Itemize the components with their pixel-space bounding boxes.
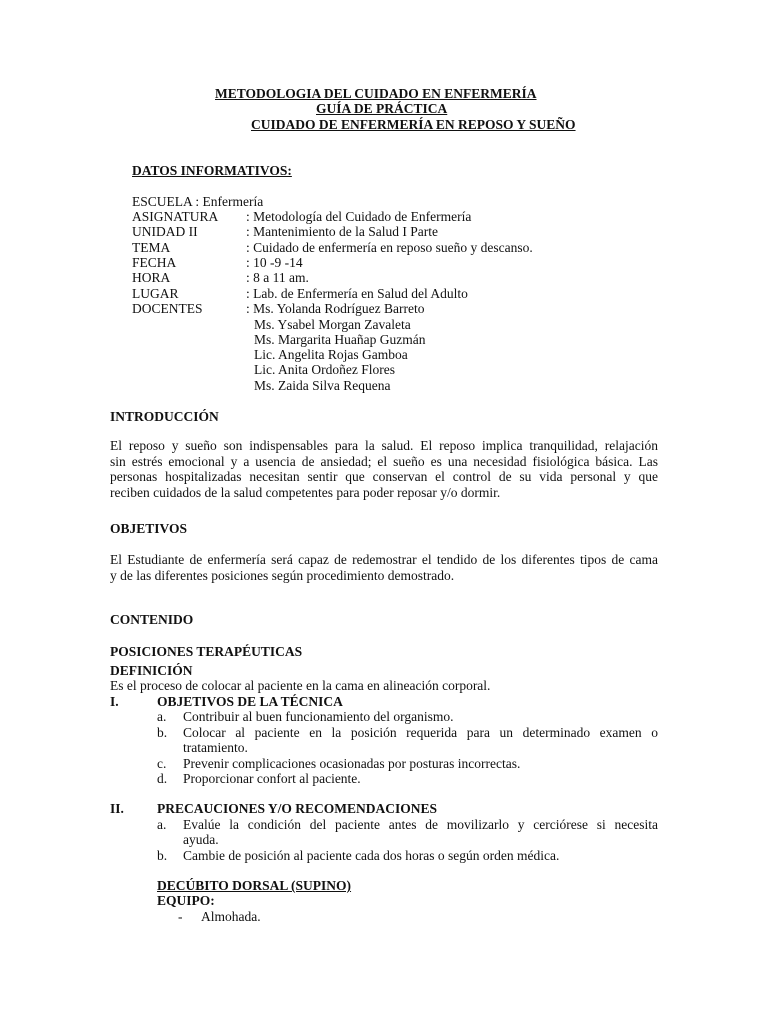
list-item-text: Cambie de posición al paciente cada dos horas o según orden médica. [183,848,560,863]
section-number: I. [110,694,119,709]
datos-row-value: : 8 a 11 am. [246,270,309,285]
header-title-2: GUÍA DE PRÁCTICA [316,101,448,116]
list-item-text: Contribuir al buen funcionamiento del organismo. [183,709,454,724]
list-letter: c. [157,756,167,771]
datos-row-value: : Ms. Yolanda Rodríguez Barreto [246,301,425,316]
definicion-text: Es el proceso de colocar al paciente en la cama en alineación corporal. [110,678,491,693]
datos-row-label: HORA [132,270,171,285]
list-letter: a. [157,709,167,724]
paragraph-line: personas hospitalizadas necesitan sentir que conservan el control de su vida personal y que [110,469,658,484]
datos-row-value: : Lab. de Enfermería en Salud del Adulto [246,286,468,301]
datos-row-label: UNIDAD II [132,224,198,239]
datos-row-value: : 10 -9 -14 [246,255,303,270]
list-item-text: Colocar al paciente en la posición requerida para un determinado examen o [183,725,658,740]
datos-row-label: LUGAR [132,286,179,301]
datos-row-value: : Mantenimiento de la Salud I Parte [246,224,438,239]
contenido-heading: CONTENIDO [110,612,194,627]
list-item-text: ayuda. [183,832,219,847]
paragraph-line: y de las diferentes posiciones según procedimiento demostrado. [110,567,455,583]
list-letter: b. [157,848,168,863]
section-title: PRECAUCIONES Y/O RECOMENDACIONES [157,801,438,816]
docente-name: Ms. Margarita Huañap Guzmán [254,332,426,347]
paragraph-line: El Estudiante de enfermería será capaz de redemostrar el tendido de los diferentes tipos de cama [110,552,658,567]
header-title-1: METODOLOGIA DEL CUIDADO EN ENFERMERÍA [215,86,537,101]
list-item-text: tratamiento. [183,740,248,755]
list-letter: d. [157,771,168,786]
docente-name: Ms. Ysabel Morgan Zavaleta [254,317,411,332]
list-letter: a. [157,817,167,832]
docente-name: Ms. Zaida Silva Requena [254,378,391,393]
datos-row-value: : Cuidado de enfermería en reposo sueño y descanso. [246,240,533,255]
datos-row-label: ASIGNATURA [132,209,219,224]
equipo-item: Almohada. [201,909,261,924]
objetivos-paragraph [110,552,658,583]
introduccion-paragraph [110,438,658,500]
header-title-3: CUIDADO DE ENFERMERÍA EN REPOSO Y SUEÑO [251,117,576,132]
datos-heading: DATOS INFORMATIVOS: [132,163,292,178]
datos-row-label: FECHA [132,255,177,270]
datos-row-value: : Metodología del Cuidado de Enfermería [246,209,472,224]
bullet-dash: - [178,909,183,924]
posiciones-heading: POSICIONES TERAPÉUTICAS [110,644,303,659]
section-title: OBJETIVOS DE LA TÉCNICA [157,694,343,709]
paragraph-line: sin estrés emocional y a usencia de ansiedad; el sueño es una necesidad fisiológica básica. Las [110,453,658,469]
introduccion-heading: INTRODUCCIÓN [110,409,219,424]
paragraph-line: reciben cuidados de la salud competentes para poder reposar y/o dormir. [110,484,501,500]
datos-row-label: TEMA [132,240,171,255]
list-item-text: Proporcionar confort al paciente. [183,771,361,786]
objetivos-heading: OBJETIVOS [110,521,188,536]
datos-escuela: ESCUELA : Enfermería [132,194,264,209]
paragraph-line: El reposo y sueño son indispensables para la salud. El reposo implica tranquilidad, relajación [110,438,658,453]
equipo-heading: EQUIPO: [157,893,215,908]
docente-name: Lic. Angelita Rojas Gamboa [254,347,408,362]
decubito-title: DECÚBITO DORSAL (SUPINO) [157,878,352,893]
docente-name: Lic. Anita Ordoñez Flores [254,362,395,377]
definicion-heading: DEFINICIÓN [110,663,193,678]
section-number: II. [110,801,124,816]
list-letter: b. [157,725,168,740]
list-item-text: Prevenir complicaciones ocasionadas por posturas incorrectas. [183,756,521,771]
list-item-text: Evalúe la condición del paciente antes de movilizarlo y cerciórese si necesita [183,817,658,832]
datos-row-label: DOCENTES [132,301,203,316]
